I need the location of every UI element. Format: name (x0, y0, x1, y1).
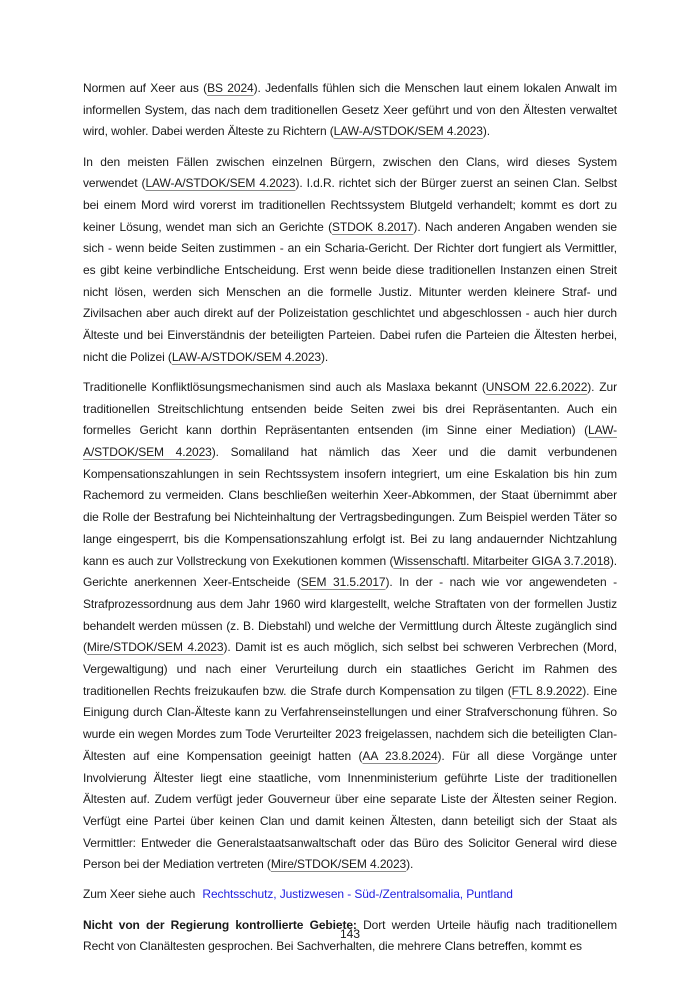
document-body (83, 78, 617, 966)
text-run: In den meisten Fällen zwischen einzelnen Bürgern, zwischen den Clans, wird dieses System verwendet ( (83, 154, 617, 191)
text-run: ). Jedenfalls fühlen sich die Menschen laut einem lokalen Anwalt im informellen System, das nach dem traditionellen Gesetz Xeer geführt und von den Ältesten verwaltet wird, wohler. Dabei werden Älteste zu Richtern ( (83, 81, 617, 139)
citation-link[interactable]: LAW-A/STDOK/SEM 4.2023 (171, 349, 322, 364)
citation-link[interactable]: Mire/STDOK/SEM 4.2023 (270, 857, 407, 872)
paragraph-2 (83, 152, 617, 369)
bold-lead-in: Nicht von der Regierung kontrollierte Gebiete: (83, 917, 357, 932)
text-run: Dort werden Urteile häufig nach traditionellem Recht von Clanältesten gesprochen. Bei Sachverhalten, die mehrere Clans betreffen, kommt es (83, 917, 618, 954)
text-run: ). Zur traditionellen Streitschlichtung entsenden beide Seiten zwei bis drei Repräsentanten. Auch ein formelles Gericht kann dorthin Repräsentanten entsenden (im Sinne einer Mediation) ( (83, 379, 617, 438)
internal-link[interactable]: Rechtsschutz, Justizwesen - Süd-/Zentralsomalia, Puntland (202, 887, 513, 902)
page-number: 143 (339, 927, 361, 941)
text-run: ). (406, 857, 414, 872)
citation-link[interactable]: Mire/STDOK/SEM 4.2023 (86, 640, 224, 655)
citation-link[interactable]: AA 23.8.2024 (362, 748, 438, 763)
citation-link[interactable]: LAW-A/STDOK/SEM 4.2023 (333, 124, 483, 139)
text-run: ). (321, 349, 329, 364)
text-run: ). Damit ist es auch möglich, sich selbst bei schweren Verbrechen (Mord, Vergewaltigung) und nach einer Verurteilung durch ein staatliches Gericht im Rahmen des traditionellen Rechts freizukaufen bzw. die Strafe durch Kompensation zu tilgen ( (83, 640, 617, 698)
citation-link[interactable]: LAW-A/STDOK/SEM 4.2023 (83, 423, 617, 460)
citation-link[interactable]: FTL 8.9.2022 (511, 683, 583, 698)
page-footer (0, 925, 700, 943)
text-run: ). (482, 124, 490, 139)
citation-link[interactable]: LAW-A/STDOK/SEM 4.2023 (145, 176, 296, 191)
text-run: Traditionelle Konfliktlösungsmechanismen sind auch als Maslaxa bekannt ( (83, 379, 486, 394)
text-run: ). Eine Einigung durch Clan-Älteste kann zu Verfahrenseinstellungen und einer Strafverschonung führen. So wurde ein wegen Mordes zum Tode Verurteilter 2023 freigelassen, nachdem sich die beteiligten Clan-Ältesten auf eine Kompensation geeinigt hatten ( (83, 683, 618, 763)
see-also-line (83, 884, 617, 906)
paragraph-3 (83, 377, 617, 876)
citation-link[interactable]: BS 2024 (207, 81, 254, 95)
citation-link[interactable]: UNSOM 22.6.2022 (485, 379, 588, 394)
text-run: Zum Xeer siehe auch (83, 887, 199, 902)
text-run: Normen auf Xeer aus ( (83, 81, 208, 95)
text-run: ). Für all diese Vorgänge unter Involvierung Ältester liegt eine staatliche, vom Innenministerium geführte Liste der traditionellen Ältesten auf. Zudem verfügt jeder Gouverneur über eine separate Liste der Ältesten seiner Region. Verfügt eine Partei über keinen Clan und damit keinen Ältesten, dann beteiligt sich der Staat als Vermittler: Entweder die Generalstaatsanwaltschaft oder das Büro des Solicitor General wird diese Person bei der Mediation vertreten ( (83, 748, 617, 872)
paragraph-1 (83, 78, 617, 143)
text-run: ). Somaliland hat nämlich das Xeer und die damit verbundenen Kompensationszahlungen in sein Rechtssystem insofern integriert, um eine Eskalation bis hin zum Rachemord zu vermeiden. Clans beschließen weiterhin Xeer-Abkommen, der Staat übernimmt aber die Rolle der Bestrafung bei Nichteinhaltung der Vertragsbedingungen. Zum Beispiel werden Täter so lange eingesperrt, bis die Kompensationszahlung erfolgt ist. Bei zu lang andauernder Nichtzahlung kann es auch zur Vollstreckung von Exekutionen kommen ( (83, 445, 617, 568)
citation-link[interactable]: Wissenschaftl. Mitarbeiter GIGA 3.7.2018 (393, 553, 610, 568)
text-run: ). Nach anderen Angaben wenden sie sich - wenn beide Seiten zustimmen - an ein Scharia-Gericht. Der Richter dort fungiert als Vermittler, es gibt keine verbindliche Entscheidung. Erst wenn beide diese traditionellen Instanzen einen Streit nicht lösen, werden sich Menschen an die formelle Justiz. Mitunter werden kleinere Straf- und Zivilsachen aber auch direkt auf der Polizeistation geschlichtet und abgeschlossen - auch hier durch Älteste und bei Einverständnis der beteiligten Parteien. Dabei rufen die Parteien die Ältesten herbei, nicht die Polizei ( (83, 219, 617, 364)
citation-link[interactable]: STDOK 8.2017 (332, 219, 414, 234)
citation-link[interactable]: SEM 31.5.2017 (300, 575, 386, 590)
text-run: ). Gerichte anerkennen Xeer-Entscheide ( (83, 553, 617, 590)
text-run: ). I.d.R. richtet sich der Bürger zuerst an seinen Clan. Selbst bei einem Mord wird vorerst im traditionellen Rechtssystem Blutgeld verhandelt; kommt es dort zu keiner Lösung, wendet man sich an Gerichte ( (83, 176, 617, 234)
text-run: ). In der - nach wie vor angewendeten - Strafprozessordnung aus dem Jahr 1960 wird klargestellt, welche Straftaten von der formellen Justiz behandelt werden müssen (z. B. Diebstahl) und welche der Vermittlung durch Älteste zugänglich sind ( (83, 575, 617, 655)
